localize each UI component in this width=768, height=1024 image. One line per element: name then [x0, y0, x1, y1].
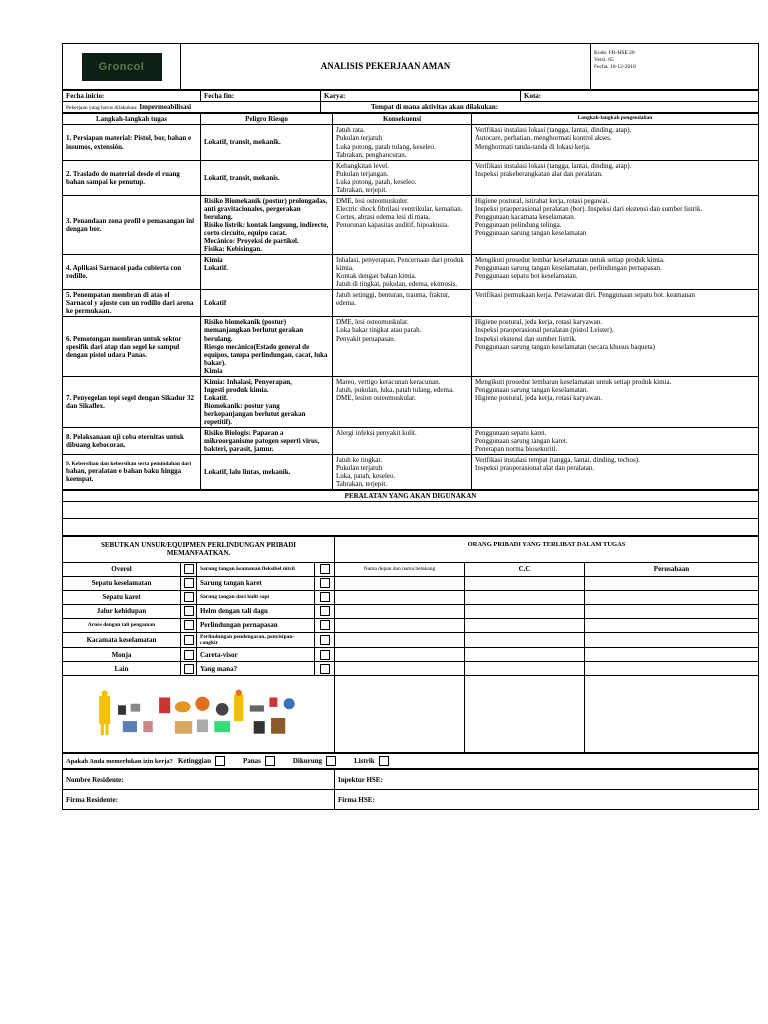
ppe-row: [63, 562, 759, 576]
risk-cell-line: Lokatif: [204, 299, 227, 308]
equipment-table: [62, 490, 759, 536]
ppe-checkbox-cell: [181, 590, 197, 604]
ppe-checkbox-cell: [181, 562, 197, 576]
analysis-row: [63, 428, 759, 455]
step-text: 8. Pelaksanaan uji coba eternitas untuk dibuang kebocoran.: [66, 433, 184, 450]
people-cell[interactable]: [335, 632, 465, 648]
form-code-block: [591, 44, 759, 90]
consequence-cell-line: Luka, patah, keseleo.: [336, 472, 396, 481]
permit-option-label: Panas: [242, 756, 261, 765]
control-cell: [472, 455, 759, 490]
permit-option[interactable]: [354, 757, 389, 765]
logo-cell: [63, 44, 181, 90]
ppe-checkbox-cell: [181, 604, 197, 618]
step-text: 7. Penyegelan tepi segel dengan Sikadur 32 dan Sikaflex.: [66, 393, 195, 410]
people-cell[interactable]: [335, 590, 465, 604]
info-table: [62, 90, 759, 113]
people-cell[interactable]: [335, 604, 465, 618]
consequence-cell-line: Pukulan terjangan.: [336, 169, 389, 178]
control-cell-line: Verifikasi instalasi lokasi (tangga, lantai, dinding, atap).: [475, 126, 632, 135]
consequence-cell: [333, 455, 472, 490]
signature-table: [62, 769, 759, 810]
form-title: ANALISIS PEKERJAAN AMAN: [181, 44, 591, 90]
risk-cell-line: Risiko Biomekanik (postur) prolongadas, anti gravitacionales, pergerakan berulang.: [204, 196, 328, 221]
form-version: Versi: 05: [594, 57, 614, 64]
ppe-item-label: Yang mana?: [197, 662, 315, 676]
header-table: [62, 43, 759, 90]
step-cell: [63, 290, 201, 317]
ppe-checkbox[interactable]: [184, 564, 194, 574]
people-cell[interactable]: [335, 648, 465, 662]
risk-cell: [201, 376, 333, 427]
people-title: ORANG PRIBADI YANG TERLIBAT DALAM TUGAS: [335, 537, 759, 562]
analysis-rows: [63, 125, 759, 490]
risk-cell-line: Fisika: Kebisingan.: [204, 245, 262, 254]
risk-cell: [201, 160, 333, 195]
risk-cell-line: Biomekanik: postur yang berkepanjangan berlutut gerakan repetitif).: [204, 401, 306, 426]
risk-cell: [201, 317, 333, 376]
consequence-cell-line: Luka bakar tingkat atau parah.: [336, 326, 422, 335]
tempat-field[interactable]: Tempat di mana aktivitas akan dilakukan:: [321, 102, 759, 113]
ppe-row: [63, 590, 759, 604]
control-cell-line: Verifikasi instalasi lokasi (tangga, lantai, dinding, atap).: [475, 161, 632, 170]
consequence-cell-line: Inhalasi, penyerapan, Pencernaan dari produk kimia.: [336, 256, 464, 273]
risk-cell: [201, 195, 333, 254]
people-cell[interactable]: [465, 618, 585, 632]
control-cell-line: Penggunaan sarung tangan keselamatan.: [475, 385, 589, 394]
ppe-checkbox-cell: [315, 662, 335, 676]
control-cell-line: Penggunaan kacamata keselamatan.: [475, 212, 576, 221]
ppe-checkbox-cell: [315, 590, 335, 604]
ppe-checkbox[interactable]: [184, 620, 194, 630]
ppe-row: [63, 662, 759, 676]
ppe-checkbox-cell: [181, 632, 197, 648]
permit-checkbox[interactable]: [265, 756, 275, 766]
control-cell: [472, 195, 759, 254]
col-header-consequence: Konsekuensi: [333, 114, 472, 125]
risk-cell-line: Riesgo mecánico(Estado general de equipos, tampa perlindungan, cacat, luka bakar).: [204, 342, 328, 367]
analysis-row: [63, 455, 759, 490]
people-cell[interactable]: [585, 604, 759, 618]
ppe-checkbox[interactable]: [320, 664, 330, 674]
permit-checkbox[interactable]: [326, 756, 336, 766]
people-col-header: Nama depan dan nama belakang: [335, 562, 465, 576]
consequence-cell-line: Alergi infeksi penyakit kulit.: [336, 429, 417, 438]
risk-cell-line: Lokatif, transit, mekanis.: [204, 173, 280, 182]
ppe-item-label: Sarung tangan dari kulit sapi: [197, 590, 315, 604]
people-cell[interactable]: [465, 662, 585, 676]
ppe-checkbox-cell: [181, 618, 197, 632]
control-cell-line: Inspeksi praoperasional peralatan (bor). Inspeksi dari ekstensi dan sumber listrik.: [475, 204, 703, 213]
control-cell: [472, 428, 759, 455]
ppe-checkbox[interactable]: [320, 592, 330, 602]
analysis-row: [63, 160, 759, 195]
permit-row: [63, 754, 759, 769]
karya-field[interactable]: Karya:: [321, 91, 521, 102]
inspektur-hse-field[interactable]: Inpektur HSE:: [335, 770, 759, 790]
ppe-row: [63, 648, 759, 662]
control-cell-line: Higiene postural, jeda kerja, rotasi karyawan.: [475, 318, 603, 327]
ppe-checkbox-cell: [181, 662, 197, 676]
ppe-checkbox-cell: [315, 632, 335, 648]
ppe-checkbox[interactable]: [184, 578, 194, 588]
permit-checkbox[interactable]: [215, 756, 225, 766]
permit-option[interactable]: [178, 757, 225, 765]
form-date: Fecha: 10-12-2018: [594, 64, 636, 71]
people-cell[interactable]: [335, 676, 465, 753]
permit-option[interactable]: [293, 757, 336, 765]
people-cell[interactable]: [585, 632, 759, 648]
permit-option[interactable]: [243, 757, 275, 765]
consequence-cell-line: Kebangkitan level.: [336, 161, 389, 170]
people-cell[interactable]: [585, 676, 759, 753]
control-cell: [472, 317, 759, 376]
ppe-table: [62, 536, 759, 753]
risk-cell-line: Kimia: [204, 366, 223, 375]
control-cell-line: Verifikasi instalasi tempat (tangga, lantai, dinding, techos).: [475, 456, 640, 465]
step-cell: [63, 125, 201, 160]
ppe-row: [63, 604, 759, 618]
control-cell-line: Higiene postural, istirahat kerja, rotasi pegawai.: [475, 196, 610, 205]
control-cell-line: Higiene postural, jeda kerja, rotasi karyawan.: [475, 393, 603, 402]
control-cell-line: Inspeksi ekstensi dan sumber listrik.: [475, 334, 577, 343]
pekerjaan-label: Pekerjaan yang harus dilakukan:: [66, 105, 138, 112]
people-cell[interactable]: [585, 590, 759, 604]
permit-checkbox[interactable]: [379, 756, 389, 766]
risk-cell-line: Risiko listrik: kontak langsung, indirecto, corto circuito, equipo cacat.: [204, 220, 329, 237]
risk-cell: [201, 290, 333, 317]
ppe-checkbox-cell: [315, 618, 335, 632]
people-cell[interactable]: [585, 662, 759, 676]
consequence-cell-line: Jatuh ke tingkat.: [336, 456, 383, 465]
equipment-title: PERALATAN YANG AKAN DIGUNAKAN: [63, 491, 759, 502]
ppe-checkbox[interactable]: [184, 635, 194, 645]
ppe-checkbox[interactable]: [320, 635, 330, 645]
consequence-cell-line: DME, lesion osteomuskular.: [336, 393, 416, 402]
company-logo: Groncol: [82, 53, 162, 81]
people-col-header: Perusahaan: [585, 562, 759, 576]
equipment-blank-row[interactable]: [63, 502, 759, 519]
kota-field[interactable]: Kota:: [521, 91, 759, 102]
control-cell: [472, 376, 759, 427]
permit-options: [175, 756, 389, 765]
analysis-row: [63, 376, 759, 427]
risk-cell-line: Risiko biomekanik (postur) memanjangkan berlutut gerakan berulang.: [204, 318, 304, 343]
control-cell-line: Menghormati tanda-tanda di lokasi kerja.: [475, 142, 591, 151]
control-cell-line: Autocare, perhatian, menghormati kontrol akses.: [475, 134, 612, 143]
ppe-item-label: Jalur kehidupan: [63, 604, 181, 618]
step-text: bahan, peralatan e bahan baku hingga keempat.: [66, 467, 182, 484]
firma-residente-field[interactable]: Firma Residente:: [63, 790, 335, 810]
risk-cell-line: Ingesti produk kimia.: [204, 385, 269, 394]
ppe-item-label: Perlindungan pernapasan: [197, 618, 315, 632]
people-cell[interactable]: [465, 676, 585, 753]
consequence-cell-line: Luka potong, patah tulang, keseleo.: [336, 142, 436, 151]
control-cell-line: Inspeksi praoperasional peralatan (pistol Leister).: [475, 326, 614, 335]
ppe-item-label: Sepatu karet: [63, 590, 181, 604]
ppe-item-label: Sarung tangan karet: [197, 576, 315, 590]
step-cell: [63, 195, 201, 254]
risk-cell-line: Kimia: Inhalasi, Penyerapan,: [204, 377, 292, 386]
risk-cell-line: Mecánico: Proyeksi de partikel.: [204, 237, 299, 246]
ppe-equipment-icon: [96, 683, 301, 745]
consequence-cell-line: Jatuh di tingkat, pukulan, edema, ekimosis.: [336, 280, 458, 289]
consequence-cell: [333, 160, 472, 195]
ppe-checkbox[interactable]: [320, 564, 330, 574]
people-cell[interactable]: [465, 576, 585, 590]
ppe-item-label: Sepatu keselamatan: [63, 576, 181, 590]
control-cell-line: Penggunaan pelindung telinga.: [475, 220, 562, 229]
analysis-row: [63, 125, 759, 160]
consequence-cell-line: Jatuh setinggi, benturan, trauma, fraktur, edema.: [336, 291, 450, 308]
people-cell[interactable]: [465, 648, 585, 662]
ppe-checkbox-cell: [315, 576, 335, 590]
ppe-checkbox[interactable]: [184, 650, 194, 660]
ppe-item-label: Perlindungan pendengaran, penyisipan-cangkir: [197, 632, 315, 648]
analysis-row: [63, 290, 759, 317]
control-cell-line: Penerapan norma biosekuriti.: [475, 445, 558, 454]
control-cell-line: Mengikuti prosedur lembaran keselamatan untuk setiap produk kimia.: [475, 377, 672, 386]
step-text: 1. Persiapan material: Pistol, bor, bahan e insumos, extensión.: [66, 134, 192, 151]
ppe-row: [63, 632, 759, 648]
people-cell[interactable]: [585, 576, 759, 590]
step-text: 4. Aplikasi Sarnacol pada cubierta con rodillo.: [66, 264, 182, 281]
consequence-cell: [333, 428, 472, 455]
ppe-checkbox-cell: [315, 604, 335, 618]
permit-option-label: Listrik: [354, 756, 375, 765]
risk-cell: [201, 428, 333, 455]
nombre-residente-field[interactable]: Nombre Residente:: [63, 770, 335, 790]
control-cell: [472, 125, 759, 160]
control-cell: [472, 290, 759, 317]
ppe-checkbox[interactable]: [320, 620, 330, 630]
form-code: Kode: FR-HSE 20: [594, 50, 635, 56]
ppe-checkbox-cell: [181, 648, 197, 662]
ppe-row: [63, 618, 759, 632]
form-page: [62, 43, 759, 810]
ppe-checkbox[interactable]: [184, 606, 194, 616]
risk-cell-line: Lokatif, lalu lintas, mekanik.: [204, 468, 291, 477]
control-cell-line: Penggunaan sepatu bot keselamatan.: [475, 272, 578, 281]
consequence-cell-line: Jatuh, pukulan, luka, patah tulang, edema.: [336, 385, 454, 394]
ppe-item-label: Sarung tangan keamanan fleksibel nitril: [197, 562, 315, 576]
ppe-row: [63, 576, 759, 590]
risk-cell: [201, 455, 333, 490]
consequence-cell-line: Luka potong, patah, keseleo.: [336, 177, 417, 186]
risk-cell: [201, 255, 333, 290]
ppe-item-label: Careta-visor: [197, 648, 315, 662]
consequence-cell: [333, 290, 472, 317]
fecha-inicio-field[interactable]: Fecha inicio:: [63, 91, 201, 102]
step-cell: [63, 376, 201, 427]
ppe-checkbox[interactable]: [184, 592, 194, 602]
control-cell-line: Penggunaan sarung tangan karet.: [475, 437, 568, 446]
col-header-risk: Peligro Riesgo: [201, 114, 333, 125]
consequence-cell: [333, 195, 472, 254]
ppe-checkbox-cell: [315, 648, 335, 662]
consequence-cell: [333, 125, 472, 160]
consequence-cell-line: Penyakit pernapasan.: [336, 334, 396, 343]
ppe-item-label: Overol: [63, 562, 181, 576]
risk-cell: [201, 125, 333, 160]
step-text: 6. Pemotongan membran untuk sektor spesifik dari atap dan segel ke sampul dengan pistol udara Panas.: [66, 334, 182, 359]
control-cell-line: Penggunaan sarung tangan keselamatan (secara khusus baqueta): [475, 342, 655, 351]
ppe-rows: [63, 562, 759, 676]
permit-table: [62, 753, 759, 769]
control-cell: [472, 255, 759, 290]
risk-cell-line: Lokatif.: [204, 264, 228, 273]
ppe-checkbox[interactable]: [320, 650, 330, 660]
control-cell-line: Inspeksi prakeberangkatan alat dan peralatan.: [475, 169, 603, 178]
equipment-blank-row[interactable]: [63, 519, 759, 536]
step-cell: [63, 160, 201, 195]
control-cell-line: Mengikuti prosedur lembar keselamatan untuk setiap produk kimia.: [475, 256, 665, 265]
analysis-table: [62, 113, 759, 490]
control-cell-line: Penggunaan sarung tangan keselamatan: [475, 228, 587, 237]
ppe-checkbox-cell: [181, 576, 197, 590]
ppe-item-label: Lain: [63, 662, 181, 676]
people-col-header: C.C: [465, 562, 585, 576]
ppe-item-label: Monja: [63, 648, 181, 662]
fecha-fin-field[interactable]: Fecha fin:: [201, 91, 321, 102]
consequence-cell-line: DME, lesi osteomuskuler.: [336, 196, 409, 205]
consequence-cell-line: Pukulan terjatuh: [336, 134, 383, 143]
step-cell: [63, 455, 201, 490]
people-cell[interactable]: [335, 576, 465, 590]
step-text: 3. Penandaan zona profil e pemasangan ini dengan bor.: [66, 216, 195, 233]
step-text-small: 9. Kebersihan dan kebersihan serta pemindahan dari: [66, 461, 192, 468]
consequence-cell-line: Cortes, abrasi edema lesi di mata.: [336, 212, 431, 221]
control-cell-line: Penggunaan sepatu karet.: [475, 429, 547, 438]
consequence-cell-line: Mareo, vertigo keracunan keracunan.: [336, 377, 441, 386]
ppe-checkbox[interactable]: [320, 606, 330, 616]
pekerjaan-value: Impermeabilisasi: [139, 103, 192, 112]
people-cell[interactable]: [335, 618, 465, 632]
consequence-cell-line: DME, lesi osteomuskular.: [336, 318, 409, 327]
analysis-row: [63, 255, 759, 290]
risk-cell-line: Lokatif, transit, mekanik.: [204, 138, 281, 147]
consequence-cell: [333, 317, 472, 376]
step-cell: [63, 317, 201, 376]
col-header-control: Langkah-langkah pengendalian: [472, 114, 759, 125]
consequence-cell-line: Tabrakan, terjepit.: [336, 480, 388, 489]
ppe-checkbox[interactable]: [320, 578, 330, 588]
ppe-item-label: Helm dengan tali dagu: [197, 604, 315, 618]
control-cell-line: Penggunaan sarung tangan keselamatan, perlindungan pernapasan.: [475, 264, 662, 273]
people-cell[interactable]: [585, 648, 759, 662]
consequence-cell-line: Tabrakan, penghancuran.: [336, 150, 407, 159]
people-cell[interactable]: [585, 618, 759, 632]
consequence-cell-line: Tabrakan, terjepit.: [336, 185, 388, 194]
people-cell[interactable]: [465, 632, 585, 648]
analysis-row: [63, 317, 759, 376]
consequence-cell-line: Jatuh rata.: [336, 126, 365, 135]
permit-option-label: Ketinggian: [177, 756, 211, 765]
analysis-row: [63, 195, 759, 254]
col-header-steps: Langkah-langkah tugas: [63, 114, 201, 125]
consequence-cell: [333, 376, 472, 427]
firma-hse-field[interactable]: Firma HSE:: [335, 790, 759, 810]
risk-cell-line: Kimia: [204, 256, 223, 265]
step-cell: [63, 428, 201, 455]
ppe-title: SEBUTKAN UNSUR/EQUIPMEN PERLINDUNGAN PRIBADI MEMANFAATKAN.: [63, 537, 335, 562]
consequence-cell: [333, 255, 472, 290]
step-text: 5. Penempatan membran di atas el Sarnacol y ajuste con un rodillo dari arena ke permukaan.: [66, 291, 194, 316]
ppe-checkbox-cell: [315, 562, 335, 576]
people-cell[interactable]: [335, 662, 465, 676]
people-cell[interactable]: [465, 604, 585, 618]
consequence-cell-line: Pukulan terjatuh: [336, 464, 383, 473]
control-cell: [472, 160, 759, 195]
control-cell-line: Inspeksi praoperasional alat dan peralatan.: [475, 464, 595, 473]
ppe-illustration: [63, 676, 335, 753]
permit-option-label: Dikurung: [292, 756, 323, 765]
ppe-item-label: Kacamata keselamatan: [63, 632, 181, 648]
consequence-cell-line: Penurunan kapasitas auditif, hipoakusia.: [336, 220, 449, 229]
risk-cell-line: Risiko Biologis: Paparan a mikroorganisme patogen seperti virus, bakteri, parasit, jamur.: [204, 429, 320, 454]
pekerjaan-field[interactable]: [63, 102, 321, 113]
ppe-item-label: Arnés dengan tali pengaman: [63, 618, 181, 632]
permit-question: Apakah Anda memerlukan izin kerja?: [66, 757, 173, 765]
consequence-cell-line: Kontak dengan bahan kimia.: [336, 272, 417, 281]
risk-cell-line: Lokatif.: [204, 393, 228, 402]
step-cell: [63, 255, 201, 290]
step-text: 2. Traslado de material desde el ruang bahan sampai ke penutup.: [66, 169, 180, 186]
people-cell[interactable]: [465, 590, 585, 604]
ppe-checkbox[interactable]: [184, 664, 194, 674]
control-cell-line: Verifikasi permukaan kerja. Perawatan diri. Penggunaan sepatu bot. keamanan: [475, 291, 695, 300]
consequence-cell-line: Electric shock fibrilasi ventrikular, kematian.: [336, 204, 463, 213]
